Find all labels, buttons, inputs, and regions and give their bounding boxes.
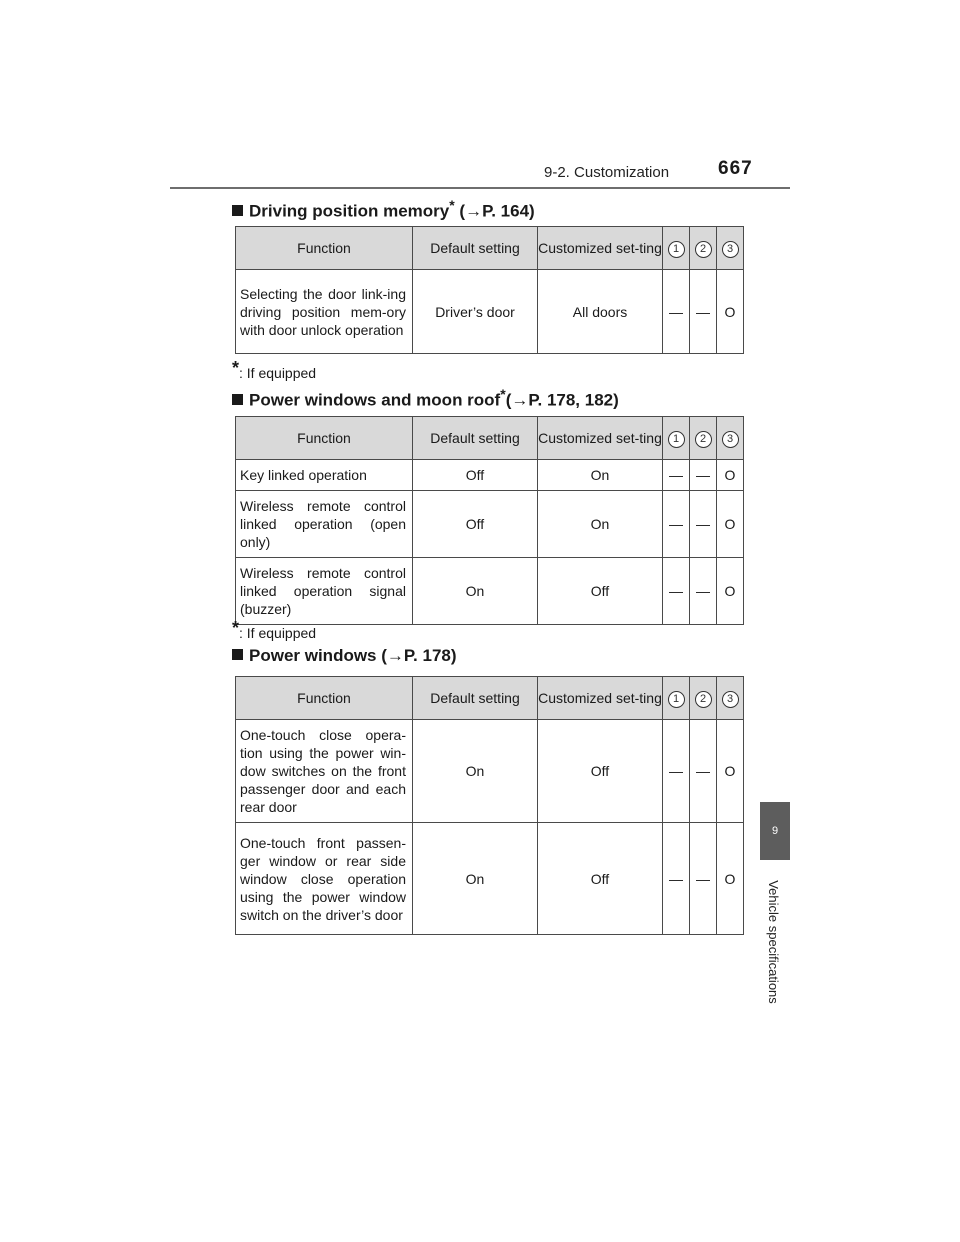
square-bullet-icon — [232, 205, 243, 216]
header-divider — [170, 187, 790, 189]
circled-2-icon: 2 — [695, 691, 712, 708]
col-method-2 — [690, 677, 717, 720]
col-method-3 — [717, 227, 744, 270]
col-default-setting: Default setting — [413, 227, 538, 270]
col-customized-setting: Customized set-ting — [538, 677, 663, 720]
col-customized-setting: Customized set-ting — [538, 417, 663, 460]
circled-1-icon: 1 — [668, 241, 685, 258]
table-row: Selecting the door link-ing driving position mem-ory with door unlock operation Driver’s door All doors — — O — [236, 270, 744, 354]
footnote-if-equipped: *: If equipped — [232, 358, 317, 381]
col-function: Function — [236, 417, 413, 460]
section-heading-power-windows: Power windows (→P. 178) — [232, 646, 457, 666]
table-driving-position-memory — [235, 226, 744, 354]
table-row: Key linked operation Off On — — O — [236, 460, 744, 491]
table-power-windows-moon-roof — [235, 416, 744, 625]
chapter-number: 9 — [771, 825, 779, 837]
table-header-row — [236, 227, 744, 270]
table-row: One-touch close opera-tion using the power win-dow switches on the front passenger door and each rear door On Off — — O — [236, 720, 744, 823]
circled-1-icon: 1 — [668, 431, 685, 448]
section-heading-driving-position-memory: Driving position memory* (→P. 164) — [232, 197, 535, 222]
col-function: Function — [236, 227, 413, 270]
circled-3-icon: 3 — [722, 431, 739, 448]
col-method-2 — [690, 417, 717, 460]
circled-2-icon: 2 — [695, 431, 712, 448]
square-bullet-icon — [232, 394, 243, 405]
col-method-3 — [717, 677, 744, 720]
col-method-1 — [663, 417, 690, 460]
circled-1-icon: 1 — [668, 691, 685, 708]
page-number: 667 — [718, 158, 753, 179]
square-bullet-icon — [232, 649, 243, 660]
table-row: One-touch front passen-ger window or rear side window close operation using the power window switch on the driver’s door On Off — — O — [236, 823, 744, 935]
col-method-1 — [663, 677, 690, 720]
col-method-2 — [690, 227, 717, 270]
section-title: 9-2. Customization — [544, 164, 670, 181]
circled-3-icon: 3 — [722, 691, 739, 708]
col-method-1 — [663, 227, 690, 270]
col-method-3 — [717, 417, 744, 460]
col-default-setting: Default setting — [413, 417, 538, 460]
asterisk-mark: * — [500, 386, 506, 402]
footnote-if-equipped: *: If equipped — [232, 618, 317, 641]
table-row: Wireless remote control linked operation (open only) Off On — — O — [236, 491, 744, 558]
section-heading-power-windows-moon-roof: Power windows and moon roof*(→P. 178, 182) — [232, 386, 619, 411]
table-power-windows — [235, 676, 744, 935]
table-row: Wireless remote control linked operation signal (buzzer) On Off — — O — [236, 558, 744, 625]
col-default-setting: Default setting — [413, 677, 538, 720]
asterisk-mark: * — [449, 197, 455, 213]
circled-2-icon: 2 — [695, 241, 712, 258]
table-header-row — [236, 677, 744, 720]
col-customized-setting: Customized set-ting — [538, 227, 663, 270]
chapter-tab[interactable] — [760, 802, 790, 860]
chapter-label: Vehicle specifications — [766, 880, 781, 1004]
col-function: Function — [236, 677, 413, 720]
circled-3-icon: 3 — [722, 241, 739, 258]
table-header-row — [236, 417, 744, 460]
